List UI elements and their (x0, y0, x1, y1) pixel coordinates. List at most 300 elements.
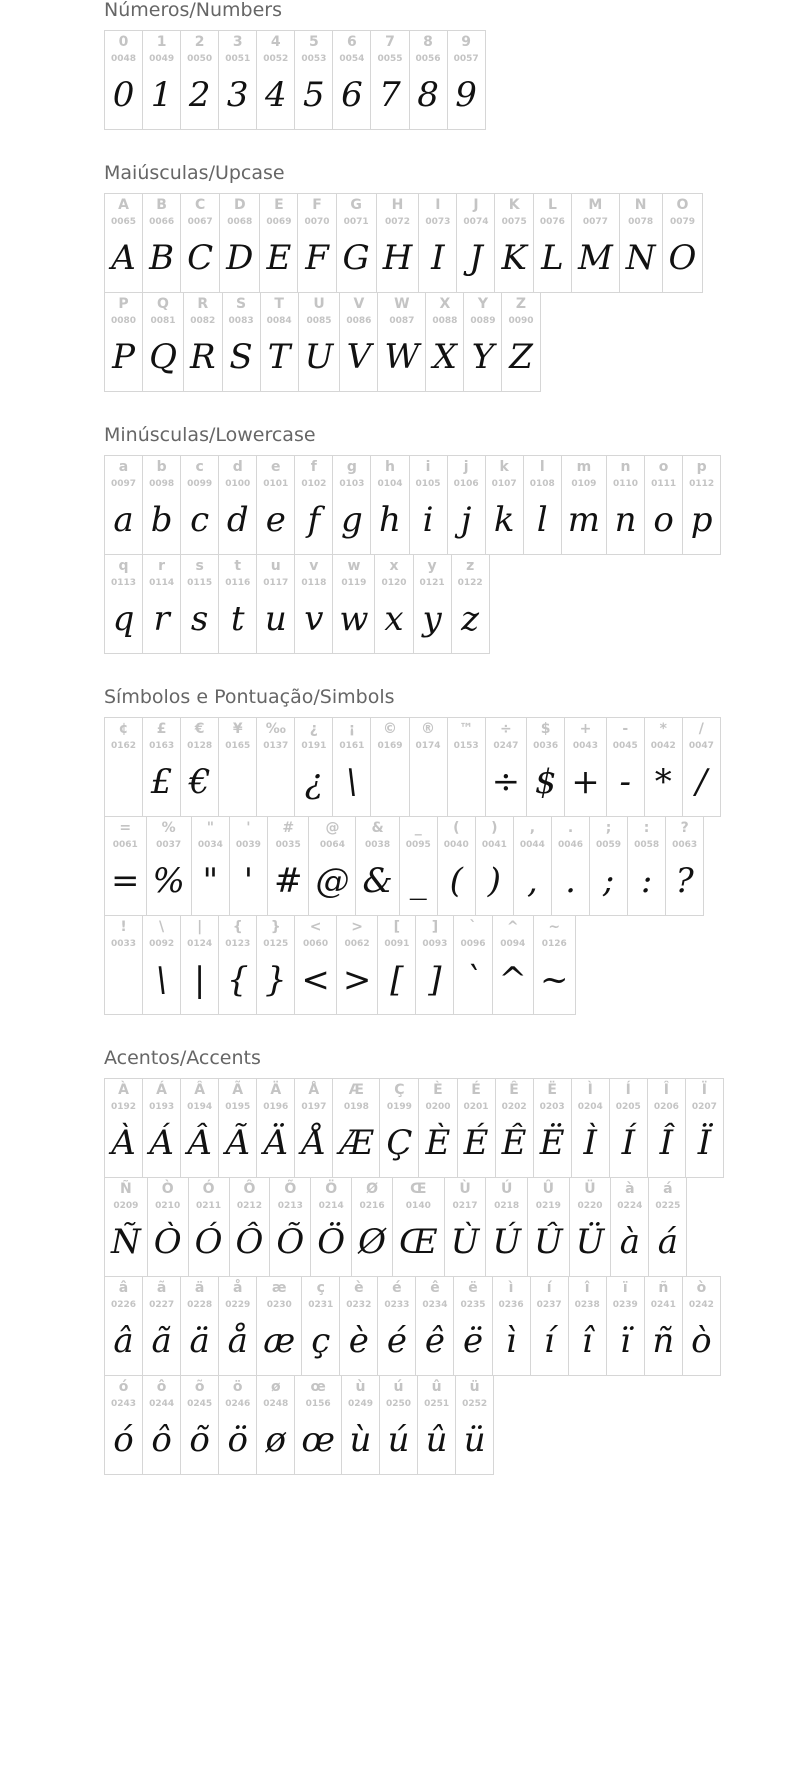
glyph-cell (606, 1276, 645, 1376)
char-label: & (371, 820, 384, 836)
glyph-sample: Ç (386, 1123, 413, 1163)
char-label: v (309, 558, 319, 574)
char-label: L (547, 197, 557, 213)
char-code: 0089 (470, 316, 496, 326)
glyph-sample: * (654, 762, 672, 802)
char-label: R (197, 296, 209, 312)
char-code: 0073 (425, 217, 451, 227)
glyph-cell (418, 1078, 457, 1178)
char-code: 0041 (481, 840, 507, 850)
glyph-sample: m (567, 500, 600, 540)
glyph-sample: Á (149, 1123, 174, 1163)
glyph-sample: n (614, 500, 637, 540)
char-label: Ë (547, 1082, 557, 1098)
char-label: H (391, 197, 404, 213)
glyph-cell (513, 816, 552, 916)
glyph-cell (222, 292, 261, 392)
char-label: å (232, 1280, 243, 1296)
glyph-sample: Æ (339, 1123, 374, 1163)
char-label: * (659, 721, 667, 737)
char-label: ç (316, 1280, 325, 1296)
glyph-cell (569, 1177, 612, 1277)
glyph-cell (370, 30, 409, 130)
char-label: X (439, 296, 451, 312)
char-label: Ó (202, 1181, 215, 1197)
char-label: ) (491, 820, 498, 836)
char-code: 0052 (263, 54, 289, 64)
glyph-sample: Ô (235, 1222, 264, 1262)
glyph-sample: ) (487, 861, 501, 901)
char-label: x (389, 558, 399, 574)
char-code: 0195 (225, 1102, 251, 1112)
glyph-cell (475, 816, 514, 916)
char-code: 0103 (339, 479, 365, 489)
glyph-cell (218, 717, 257, 817)
glyph-sample: Î (659, 1123, 674, 1163)
char-label: ; (605, 820, 612, 836)
char-label: F (312, 197, 322, 213)
glyph-sample: Ú (492, 1222, 521, 1262)
char-label: è (354, 1280, 364, 1296)
glyph-sample: è (348, 1321, 369, 1361)
char-code: 0210 (155, 1201, 181, 1211)
char-code: 0071 (343, 217, 369, 227)
char-code: 0088 (432, 316, 458, 326)
char-label: N (634, 197, 647, 213)
glyph-cell (551, 816, 590, 916)
char-label: [ (393, 919, 401, 935)
char-label: Î (663, 1082, 669, 1098)
glyph-cell (494, 193, 533, 293)
char-code: 0101 (263, 479, 289, 489)
glyph-sample: K (501, 238, 527, 278)
char-label: Â (194, 1082, 206, 1098)
glyph-cell (351, 1177, 393, 1277)
glyph-cell (294, 554, 333, 654)
glyph-sample: # (273, 861, 303, 901)
char-label: Æ (348, 1082, 364, 1098)
char-code: 0057 (453, 54, 479, 64)
glyph-sample: / (695, 762, 708, 802)
char-label: % (161, 820, 176, 836)
glyph-sample: q (112, 599, 135, 639)
glyph-sample: ì (505, 1321, 517, 1361)
glyph-sample: j (460, 500, 472, 540)
char-label: Û (542, 1181, 554, 1197)
char-label: 4 (270, 34, 281, 50)
glyph-cell (409, 717, 448, 817)
glyph-cell (142, 30, 181, 130)
glyph-sample: V (346, 337, 372, 377)
char-code: 0219 (535, 1201, 561, 1211)
char-label: æ (271, 1280, 287, 1296)
char-code: 0120 (381, 578, 407, 588)
char-code: 0069 (266, 217, 292, 227)
glyph-cell (425, 292, 464, 392)
glyph-cell (447, 30, 486, 130)
char-code: 0162 (111, 741, 137, 751)
glyph-sample: È (425, 1123, 451, 1163)
char-label: u (270, 558, 281, 574)
char-code: 0247 (493, 741, 519, 751)
char-code: 0220 (577, 1201, 603, 1211)
glyph-cell (332, 1078, 380, 1178)
glyph-sample: [ (390, 960, 404, 1000)
char-code: 0095 (405, 840, 431, 850)
glyph-cell (501, 292, 540, 392)
glyph-sample: t (230, 599, 245, 639)
section (104, 425, 784, 653)
glyph-cell (451, 554, 490, 654)
glyph-cell (399, 816, 438, 916)
char-code: 0234 (422, 1300, 448, 1310)
char-code: 0218 (494, 1201, 520, 1211)
char-label: ! (120, 919, 127, 935)
glyph-cell (269, 1177, 311, 1277)
glyph-sample: u (264, 599, 287, 639)
char-label: í (546, 1280, 552, 1296)
char-label: / (698, 721, 704, 737)
glyph-sample: + (571, 762, 600, 802)
glyph-sample: Ù (450, 1222, 480, 1262)
char-label: ~ (548, 919, 561, 935)
char-label: M (588, 197, 603, 213)
glyph-sample: l (536, 500, 548, 540)
glyph-cell (682, 455, 721, 555)
glyph-cell (485, 455, 524, 555)
glyph-sample: P (112, 337, 135, 377)
char-code: 0047 (688, 741, 714, 751)
char-code: 0094 (500, 939, 526, 949)
char-label: r (158, 558, 166, 574)
char-code: 0231 (308, 1300, 334, 1310)
glyph-cell (256, 915, 295, 1015)
glyph-cell (142, 1375, 181, 1475)
glyph-sample: T (267, 337, 291, 377)
char-label: b (156, 459, 167, 475)
glyph-sample: Ì (583, 1123, 597, 1163)
glyph-cell (341, 1375, 380, 1475)
glyph-cell (415, 915, 454, 1015)
glyph-cell (229, 1177, 271, 1277)
char-code: 0053 (301, 54, 327, 64)
glyph-cell (218, 30, 257, 130)
glyph-cell (229, 816, 268, 916)
glyph-sample: ; (602, 861, 615, 901)
char-label: n (620, 459, 631, 475)
glyph-sample: i (422, 500, 434, 540)
char-code: 0211 (196, 1201, 222, 1211)
glyph-sample: ò (691, 1321, 712, 1361)
glyph-cell (180, 455, 219, 555)
char-label: ê (430, 1280, 440, 1296)
glyph-sample: . (565, 861, 576, 901)
char-code: 0062 (344, 939, 370, 949)
char-code: 0040 (443, 840, 469, 850)
char-label: ó (118, 1379, 129, 1395)
char-code: 0225 (655, 1201, 681, 1211)
glyph-sample: ` (464, 960, 482, 1000)
char-label: ‰ (265, 721, 286, 737)
glyph-cell (492, 915, 535, 1015)
glyph-sample: ä (189, 1321, 210, 1361)
char-label: Ä (270, 1082, 282, 1098)
char-code: 0091 (384, 939, 410, 949)
char-code: 0204 (577, 1102, 603, 1112)
glyph-cell (589, 816, 628, 916)
glyph-sample: é (386, 1321, 407, 1361)
glyph-cell (453, 915, 492, 1015)
glyph-cell (104, 30, 143, 130)
char-label: c (195, 459, 204, 475)
char-label: - (622, 721, 629, 737)
glyph-cell (662, 193, 704, 293)
glyph-cell (447, 455, 486, 555)
char-label: W (394, 296, 410, 312)
char-code: 0102 (301, 479, 327, 489)
glyph-cell (415, 1276, 454, 1376)
char-label: Í (625, 1082, 631, 1098)
char-code: 0076 (539, 217, 565, 227)
glyph-sample: @ (315, 861, 350, 901)
glyph-cell (191, 816, 230, 916)
glyph-sample: h (379, 500, 401, 540)
char-label: Ö (325, 1181, 338, 1197)
glyph-cell (571, 1078, 610, 1178)
glyph-cell (485, 717, 528, 817)
char-label: i (425, 459, 431, 475)
glyph-cell (336, 193, 377, 293)
glyph-sample: ö (227, 1420, 248, 1460)
char-code: 0165 (225, 741, 251, 751)
glyph-cell (647, 1078, 686, 1178)
glyph-sample: N (625, 238, 656, 278)
section (104, 163, 784, 391)
char-label: # (282, 820, 295, 836)
char-code: 0192 (111, 1102, 137, 1112)
glyph-sample: d (226, 500, 249, 540)
glyph-cell (526, 717, 565, 817)
char-label: Ü (584, 1181, 596, 1197)
glyph-sample: Ó (194, 1222, 223, 1262)
char-code: 0128 (187, 741, 213, 751)
char-label: g (346, 459, 357, 475)
glyph-sample: ë (462, 1321, 484, 1361)
glyph-cell (409, 30, 448, 130)
char-code: 0246 (225, 1399, 251, 1409)
char-code: 0248 (263, 1399, 289, 1409)
glyph-cell (301, 1276, 340, 1376)
glyph-cell (294, 1078, 333, 1178)
glyph-sample: : (640, 861, 653, 901)
glyph-sample: & (362, 861, 393, 901)
char-label: õ (194, 1379, 205, 1395)
char-label: ? (680, 820, 689, 836)
char-code: 0063 (672, 840, 698, 850)
glyph-sample: _ (409, 861, 427, 901)
glyph-cell (533, 1078, 572, 1178)
glyph-cell (392, 1177, 445, 1277)
glyph-sample: ú (387, 1420, 410, 1460)
char-label: Ô (243, 1181, 256, 1197)
glyph-cell (609, 1078, 648, 1178)
glyph-sample: õ (189, 1420, 210, 1460)
glyph-cell (294, 1375, 342, 1475)
glyph-sample: Ü (575, 1222, 605, 1262)
char-code: 0107 (491, 479, 517, 489)
char-code: 0232 (346, 1300, 372, 1310)
glyph-cell (533, 915, 576, 1015)
char-label: s (195, 558, 204, 574)
glyph-sample: ô (151, 1420, 172, 1460)
glyph-cell (332, 455, 371, 555)
char-code: 0044 (519, 840, 545, 850)
glyph-cell (256, 717, 295, 817)
char-label: G (350, 197, 362, 213)
glyph-sample: 4 (264, 75, 287, 115)
char-label: O (676, 197, 689, 213)
glyph-sample: Ä (263, 1123, 289, 1163)
char-code: 0099 (187, 479, 213, 489)
char-code: 0250 (386, 1399, 412, 1409)
char-code: 0202 (501, 1102, 527, 1112)
glyph-sample: e (265, 500, 286, 540)
glyph-cell (413, 554, 452, 654)
glyph-sample: I (431, 238, 445, 278)
glyph-cell (370, 717, 409, 817)
char-code: 0156 (305, 1399, 331, 1409)
char-code: 0203 (539, 1102, 565, 1112)
glyph-cell (256, 455, 295, 555)
char-label: ù (355, 1379, 366, 1395)
glyph-cell (104, 717, 143, 817)
glyph-sample: Q (149, 337, 177, 377)
char-code: 0079 (669, 217, 695, 227)
glyph-sample: O (668, 238, 697, 278)
glyph-sample: ñ (652, 1321, 675, 1361)
char-code: 0205 (615, 1102, 641, 1112)
char-code: 0153 (453, 741, 479, 751)
char-label: ï (622, 1280, 628, 1296)
glyph-sample: Ê (501, 1123, 527, 1163)
glyph-sample: Û (533, 1222, 563, 1262)
char-code: 0084 (266, 316, 292, 326)
char-label: À (118, 1082, 129, 1098)
char-label: Ñ (120, 1181, 132, 1197)
char-label: o (658, 459, 669, 475)
char-code: 0212 (236, 1201, 262, 1211)
char-label: ¥ (232, 721, 243, 737)
glyph-cell (218, 1078, 257, 1178)
glyph-sample: \ (155, 960, 168, 1000)
glyph-sample: ç (311, 1321, 331, 1361)
glyph-sample: É (463, 1123, 489, 1163)
char-code: 0086 (346, 316, 372, 326)
char-code: 0043 (572, 741, 598, 751)
char-label: ã (156, 1280, 167, 1296)
char-label: 7 (385, 34, 395, 50)
glyph-sample: Ñ (111, 1222, 141, 1262)
section-title: Minúsculas/Lowercase (104, 424, 316, 446)
char-label: 8 (423, 34, 433, 50)
glyph-grid (104, 30, 554, 129)
char-code: 0124 (187, 939, 213, 949)
char-code: 0251 (424, 1399, 450, 1409)
glyph-cell (218, 554, 257, 654)
char-label: 9 (461, 34, 471, 50)
char-code: 0217 (452, 1201, 478, 1211)
char-label: à (625, 1181, 635, 1197)
glyph-cell (294, 717, 333, 817)
char-label: p (696, 459, 707, 475)
char-code: 0108 (529, 479, 555, 489)
glyph-sample: y (422, 599, 442, 639)
glyph-sample: C (187, 238, 214, 278)
glyph-cell (336, 915, 379, 1015)
char-code: 0051 (225, 54, 251, 64)
glyph-cell (606, 455, 645, 555)
glyph-cell (180, 193, 220, 293)
glyph-sample: ù (349, 1420, 372, 1460)
glyph-sample: Ã (225, 1123, 250, 1163)
char-code: 0039 (235, 840, 261, 850)
char-code: 0068 (227, 217, 253, 227)
char-code: 0114 (149, 578, 175, 588)
glyph-cell (104, 193, 143, 293)
char-code: 0213 (277, 1201, 303, 1211)
glyph-cell (294, 30, 333, 130)
char-code: 0214 (318, 1201, 344, 1211)
char-code: 0059 (596, 840, 622, 850)
char-label: ú (393, 1379, 404, 1395)
glyph-sample: L (541, 238, 564, 278)
glyph-sample: > (342, 960, 372, 1000)
char-code: 0191 (301, 741, 327, 751)
char-code: 0111 (651, 479, 677, 489)
glyph-cell (294, 455, 333, 555)
char-code: 0087 (389, 316, 415, 326)
glyph-cell (218, 1375, 257, 1475)
glyph-cell (142, 1078, 181, 1178)
char-code: 0065 (111, 217, 137, 227)
glyph-sample: ã (151, 1321, 172, 1361)
glyph-sample: p (690, 500, 713, 540)
section-title: Acentos/Accents (104, 1047, 261, 1069)
char-code: 0080 (111, 316, 137, 326)
glyph-sample: X (432, 337, 457, 377)
char-label: á (663, 1181, 673, 1197)
glyph-sample: ï (619, 1321, 631, 1361)
char-code: 0239 (612, 1300, 638, 1310)
glyph-sample: - (619, 762, 631, 802)
glyph-sample: $ (534, 762, 557, 802)
char-code: 0238 (574, 1300, 600, 1310)
glyph-cell (453, 1276, 492, 1376)
char-label: + (579, 721, 592, 737)
glyph-sample: , (527, 861, 538, 901)
char-code: 0112 (689, 479, 715, 489)
glyph-cell (104, 816, 147, 916)
glyph-cell (455, 1375, 494, 1475)
glyph-cell (142, 915, 181, 1015)
char-label: œ (310, 1379, 326, 1395)
char-code: 0228 (187, 1300, 213, 1310)
char-label: l (539, 459, 545, 475)
char-code: 0064 (319, 840, 345, 850)
glyph-sample: W (384, 337, 420, 377)
glyph-sample: S (229, 337, 253, 377)
glyph-cell (104, 1078, 143, 1178)
